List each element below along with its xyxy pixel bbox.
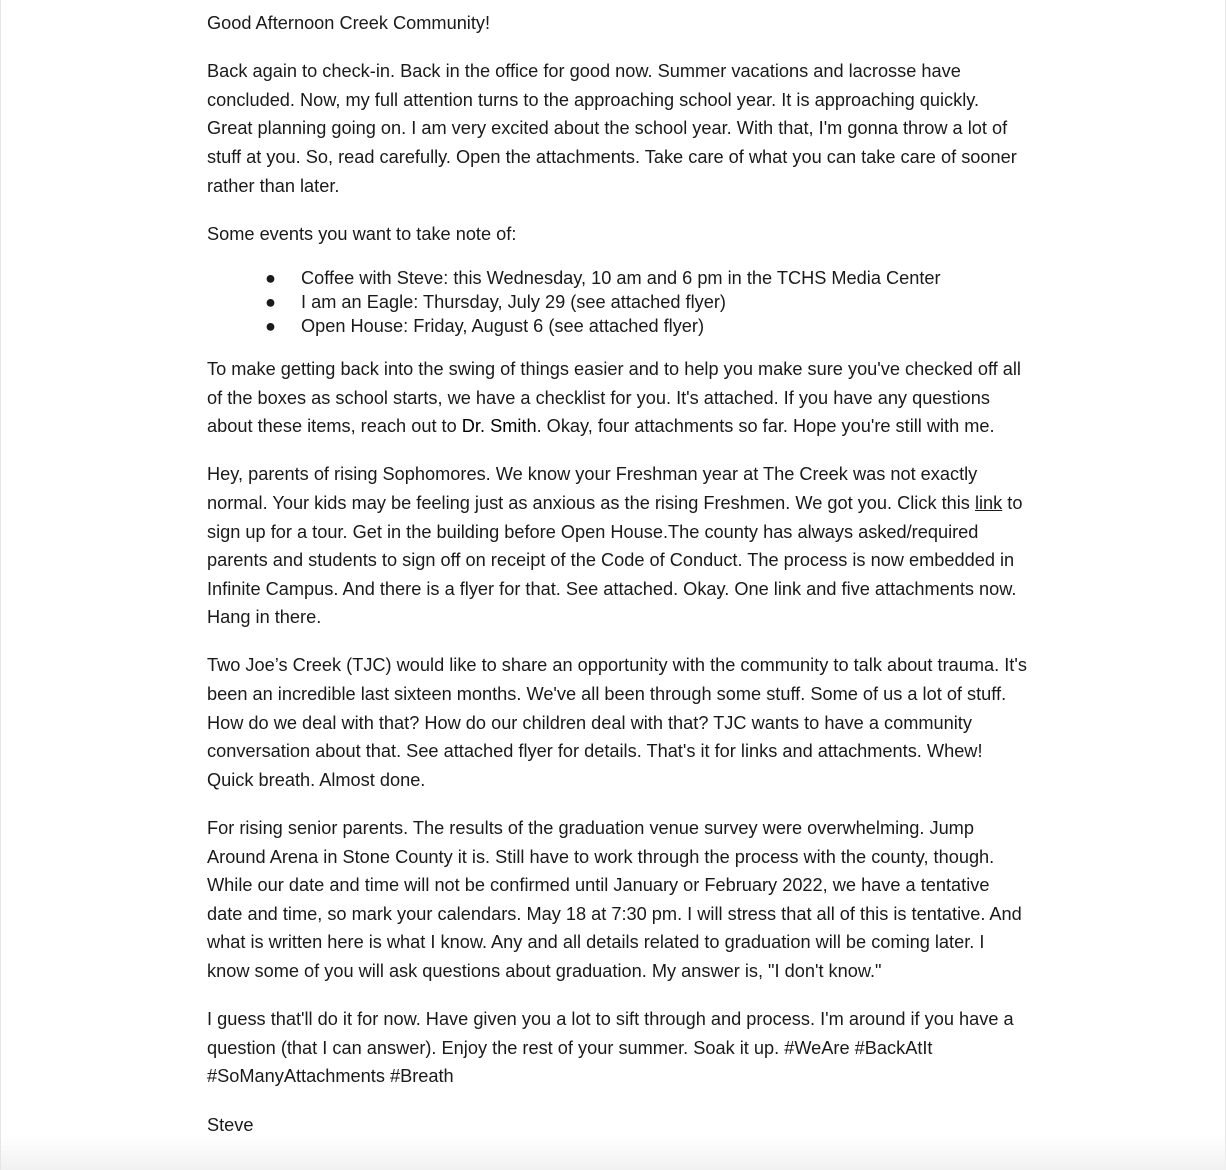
- sophomores-text-after: to sign up for a tour. Get in the building before Open House.The county has always asked/required parents and students to sign off on receipt of the Code of Conduct. The process is now embedded in Infinite Campus. And there is a flyer for that. See attached. Okay. One link and five attachments now. Hang in there.: [207, 492, 1023, 628]
- signature: Steve: [207, 1114, 254, 1135]
- list-item: [207, 290, 1027, 314]
- contact-name: Dr. Smith: [461, 416, 537, 437]
- checklist-text-before: To make getting back into the swing of things easier and to help you make sure you've checked off all of the boxes as school starts, we have a checklist for you. It's attached. If you have any questions about these items, reach out to: [207, 358, 1021, 437]
- list-item: [207, 314, 1027, 338]
- events-intro: Some events you want to take note of:: [207, 223, 517, 244]
- bullet-icon: ●: [265, 315, 276, 336]
- sophomores-paragraph: [207, 460, 1027, 632]
- bullet-icon: ●: [265, 291, 276, 312]
- email-body: [207, 9, 1027, 1159]
- sophomores-text-before: Hey, parents of rising Sophomores. We know your Freshman year at The Creek was not exactly normal. Your kids may be feeling just as anxious as the rising Freshmen. We got you. Click this: [207, 464, 978, 513]
- bullet-icon: ●: [265, 267, 276, 288]
- closing-paragraph: I guess that'll do it for now. Have given you a lot to sift through and process. I'm around if you have a question (that I can answer). Enjoy the rest of your summer. Soak it up. #WeAre #BackAtIt #SoManyAttachments #Breath: [207, 1009, 1014, 1087]
- checklist-paragraph: [207, 355, 1027, 441]
- intro-paragraph: Back again to check-in. Back in the office for good now. Summer vacations and lacrosse have concluded. Now, my full attention turns to the approaching school year. It is approaching quickly. Great planning going on. I am very excited about the school year. With that, I'm gonna throw a lot of stuff at you. So, read carefully. Open the attachments. Take care of what you can take care of sooner rather than later.: [207, 61, 1017, 196]
- greeting: Good Afternoon Creek Community!: [207, 13, 491, 33]
- tjc-paragraph: Two Joe’s Creek (TJC) would like to share an opportunity with the community to talk about trauma. It's been an incredible last sixteen months. We've all been through some stuff. Some of us a lot of stuff. How do we deal with that? How do our children deal with that? TJC wants to have a community conversation about that. See attached flyer for details. That's it for links and attachments. Whew! Quick breath. Almost done.: [207, 655, 1027, 790]
- event-text: I am an Eagle: Thursday, July 29 (see attached flyer): [301, 291, 726, 312]
- seniors-paragraph: For rising senior parents. The results of the graduation venue survey were overwhelming. Jump Around Arena in Stone County it is. Still have to work through the process with the county, though. While our date and time will not be confirmed until January or February 2022, we have a tentative date and time, so mark your calendars. May 18 at 7:30 pm. I will stress that all of this is tentative. And what is written here is what I know. Any and all details related to graduation will be coming later. I know some of you will ask questions about graduation. My answer is, "I don't know.": [207, 818, 1022, 981]
- events-list: [207, 266, 1027, 338]
- tour-signup-link[interactable]: link: [974, 492, 1003, 513]
- event-text: Coffee with Steve: this Wednesday, 10 am and 6 pm in the TCHS Media Center: [301, 267, 941, 288]
- list-item: [207, 266, 1027, 290]
- checklist-text-after: . Okay, four attachments so far. Hope you're still with me.: [536, 416, 995, 437]
- event-text: Open House: Friday, August 6 (see attached flyer): [301, 315, 705, 336]
